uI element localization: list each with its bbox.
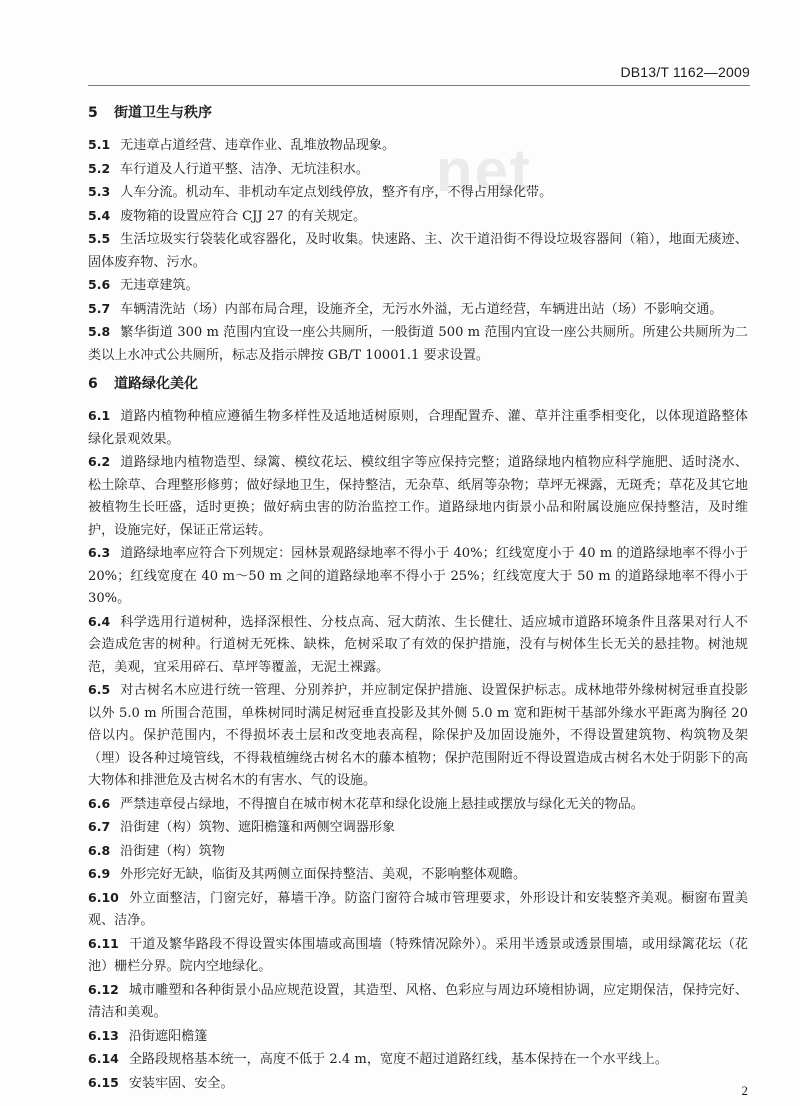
clause-text: 沿街遮阳檐篷 [128,1028,208,1044]
clause [88,1025,748,1049]
clause-number: 6.14 [88,1051,119,1066]
clause [88,933,748,979]
clause-number: 6.1 [88,408,111,423]
clause-number: 6.10 [88,889,119,905]
section-number: 6 [88,376,98,392]
section-title: 街道卫生与秩序 [114,105,212,121]
clause [88,887,748,933]
clause-number: 6.5 [88,682,111,697]
header-divider [88,85,750,86]
clause-text: 废物箱的设置应符合 CJJ 27 的有关规定。 [120,208,367,224]
clause-number: 6.13 [88,1027,119,1043]
clause-text: 繁华街道 300 m 范围内宜设一座公共厕所，一般街道 500 m 范围内宜设一座公共厕所。所建公共厕所为二类以上水冲式公共厕所，标志及指示牌按 GB/T 10001.1 要求设置。 [88,325,748,363]
clause-text: 城市雕塑和各种街景小品应规范设置，其造型、风格、色彩应与周边环境相协调，应定期保洁，保持完好、清洁和美观。 [88,982,748,1020]
clause [88,863,748,887]
clause-text: 车行道及人行道平整、洁净、无坑洼积水。 [120,161,369,177]
clause [88,840,748,864]
clause [88,181,748,205]
clause-text: 科学选用行道树种，选择深根性、分枝点高、冠大荫浓、生长健壮、适应城市道路环境条件且落果对行人不会造成危害的树种。行道树无死株、缺株，危树采取了有效的保护措施，没有与树体生长无关的悬挂物。树池规范，美观，宜采用碎石、草坪等覆盖，无泥土裸露。 [88,614,748,675]
clause-number: 6.4 [88,613,111,629]
clause-text: 生活垃圾实行袋装化或容器化，及时收集。快速路、主、次干道沿街不得设垃圾容器间（箱），地面无痰迹、固体废弃物、污水。 [88,232,748,270]
clause-text: 对古树名木应进行统一管理、分别养护，并应制定保护措施、设置保护标志。成林地带外缘树树冠垂直投影以外 5.0 m 所围合范围，单株树同时满足树冠垂直投影及其外侧 5.0 m 宽和距树干基部外缘水平距离为胸径 20 倍以内。保护范围内，不得损坏表土层和改变地表高程，除保护及加固设施外，不得设置建筑物、构筑物及架（埋）设各种过境管线，不得栽植缠绕古树名木的藤本植物；保护范围附近不得设置造成古树名木处于阴影下的高大物体和排泄危及古树名木的有害水、气的设施。 [88,683,748,788]
clause-number: 5.8 [88,324,111,339]
clause [88,205,748,229]
clause-text: 道路绿地率应符合下列规定：园林景观路绿地率不得小于 40%；红线宽度小于 40 m 的道路绿地率不得小于 20%；红线宽度在 40 m～50 m 之间的道路绿地率不得小于 25%；红线宽度大于 50 m 的道路绿地率不得小于 30%。 [88,546,748,606]
clause-number: 5.1 [88,137,111,152]
section-heading [88,102,748,122]
clause-number: 6.9 [88,866,111,881]
clause-number: 5.7 [88,300,111,316]
clause [88,274,748,298]
clause [88,1072,748,1096]
clause-number: 6.11 [88,935,119,951]
clause-number: 5.5 [88,231,111,246]
clause [88,158,748,182]
clause-number: 6.12 [88,981,119,997]
clause [88,451,748,542]
document-body [88,96,748,1095]
clause [88,611,748,680]
clause-text: 干道及繁华路段不得设置实体围墙或高围墙（特殊情况除外）。采用半透景或透景围墙，或用绿篱花坛（花池）栅栏分界。院内空地绿化。 [88,936,748,974]
clause-text: 道路绿地内植物造型、绿篱、模纹花坛、模纹组字等应保持完整；道路绿地内植物应科学施肥、适时浇水、松土除草、合理整形修剪；做好绿地卫生，保持整洁，无杂草、纸屑等杂物；草坪无裸露，无斑秃；草花及其它地被植物生长旺盛，适时更换；做好病虫害的防治监控工作。道路绿地内街景小品和附属设施应保持整洁，及时维护，设施完好，保证正常运转。 [88,455,748,538]
clause [88,793,748,817]
clause-text: 无违章建筑。 [120,278,199,293]
standard-code: DB13/T 1162—2009 [620,64,750,80]
clause-number: 5.3 [88,184,111,199]
clause-text: 沿街建（构）筑物 [120,843,225,859]
clause-number: 6.3 [88,545,111,560]
clause-number: 6.8 [88,842,111,858]
clause-number: 5.4 [88,207,111,223]
clause-number: 6.7 [88,819,111,834]
clause-number: 5.6 [88,277,111,292]
clause-text: 无违章占道经营、违章作业、乱堆放物品现象。 [120,138,396,153]
clause-number: 5.2 [88,160,111,176]
page-number: 2 [741,1083,748,1098]
section-heading [88,373,748,393]
clause-number: 6.15 [88,1074,119,1090]
clause-number: 6.6 [88,795,111,811]
clause [88,542,748,611]
clause [88,979,748,1025]
clause [88,321,748,367]
clause-text: 沿街建（构）筑物、遮阳檐篷和两侧空调器形象 [120,820,396,835]
clause-text: 外形完好无缺，临街及其两侧立面保持整洁、美观，不影响整体观瞻。 [120,867,527,882]
clause-text: 全路段规格基本统一，高度不低于 2.4 m，宽度不超过道路红线，基本保持在一个水平线上。 [128,1052,668,1067]
clause-text: 人车分流。机动车、非机动车定点划线停放，整齐有序，不得占用绿化带。 [120,185,553,200]
clause [88,816,748,840]
section-title: 道路绿化美化 [114,376,198,392]
clause-text: 安装牢固、安全。 [128,1075,234,1091]
clause [88,405,748,451]
clause [88,134,748,158]
clause-text: 外立面整洁，门窗完好，幕墙干净。防盗门窗符合城市管理要求，外形设计和安装整齐美观。橱窗布置美观、洁净。 [88,890,748,928]
section-number: 5 [88,105,98,121]
clause-text: 车辆清洗站（场）内部布局合理，设施齐全，无污水外溢，无占道经营，车辆进出站（场）不影响交通。 [120,301,723,317]
watermark: net [436,137,532,204]
clause-text: 严禁违章侵占绿地，不得擅自在城市树木花草和绿化设施上悬挂或摆放与绿化无关的物品。 [120,796,644,812]
clause [88,1048,748,1072]
clause [88,298,748,322]
clause [88,228,748,274]
clause-text: 道路内植物种植应遵循生物多样性及适地适树原则，合理配置乔、灌、草并注重季相变化，以体现道路整体绿化景观效果。 [88,409,748,447]
clause-number: 6.2 [88,454,111,469]
clause [88,679,748,793]
